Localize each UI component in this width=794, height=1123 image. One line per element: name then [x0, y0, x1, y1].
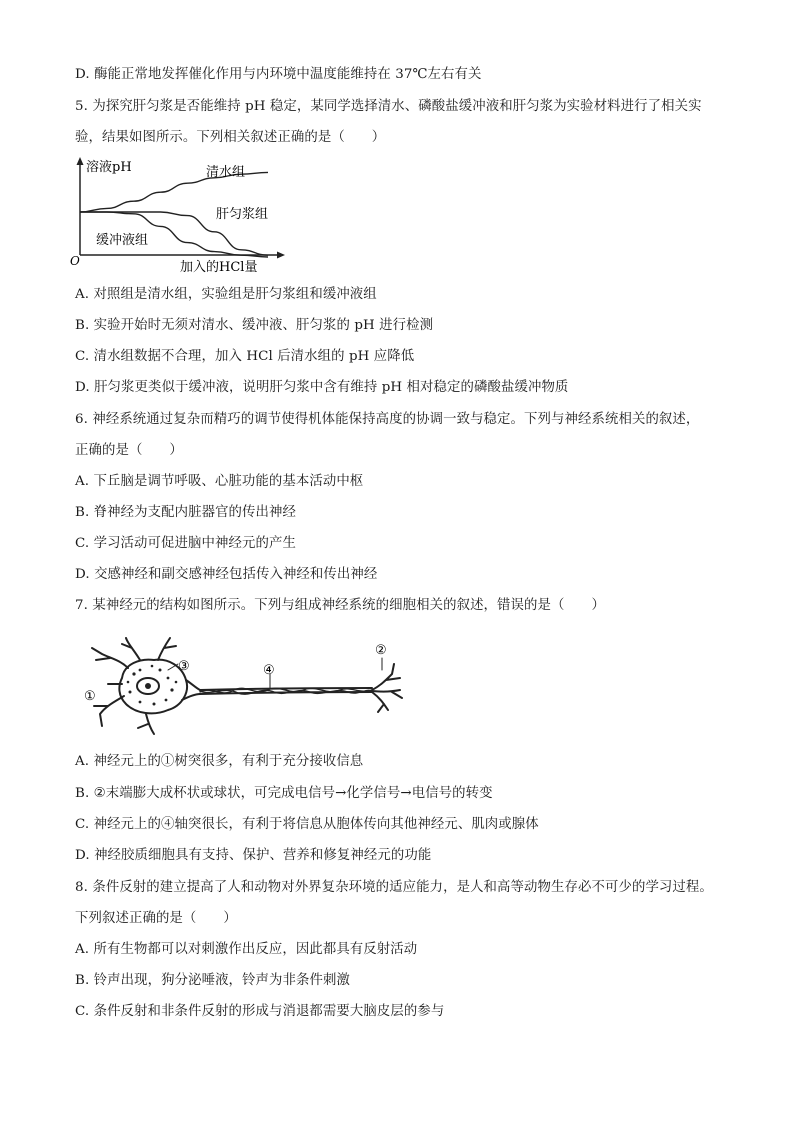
series-label-清水组: 清水组: [206, 165, 246, 180]
text-line-22: B. 铃声出现，狗分泌唾液，铃声为非条件刺激: [75, 973, 350, 988]
dendrite: [122, 638, 140, 660]
nissl-bodies: [127, 665, 178, 706]
y-axis-label: 溶液pH: [86, 160, 132, 175]
nucleolus: [145, 683, 151, 689]
text-line-2: 5. 为探究肝匀浆是否能维持 pH 稳定，某同学选择清水、磷酸盐缓冲液和肝匀浆为实验材料进行了相关实: [75, 99, 702, 114]
dendrite: [92, 648, 128, 668]
text-line-12: C. 学习活动可促进脑中神经元的产生: [75, 536, 296, 551]
series-label-肝匀浆组: 肝匀浆组: [216, 207, 269, 222]
text-line-13: D. 交感神经和副交感神经包括传入神经和传出神经: [75, 567, 378, 582]
text-line-14: 7. 某神经元的结构如图所示。下列与组成神经系统的细胞相关的叙述，错误的是（ ）: [75, 598, 605, 613]
ph-chart: [70, 155, 290, 275]
origin-label: O: [70, 254, 80, 268]
text-line-9: 正确的是（ ）: [75, 443, 183, 458]
text-line-16: B. ②末端膨大成杯状或球状，可完成电信号→化学信号→电信号的转变: [75, 786, 493, 801]
text-line-15: A. 神经元上的①树突很多，有利于充分接收信息: [75, 754, 364, 769]
x-axis-arrow: [277, 252, 285, 259]
text-line-7: D. 肝匀浆更类似于缓冲液，说明肝匀浆中含有维持 pH 相对稳定的磷酸盐缓冲物质: [75, 380, 569, 395]
label-2: ②: [375, 643, 387, 658]
dendrite: [158, 638, 176, 660]
text-line-1: D. 酶能正常地发挥催化作用与内环境中温度能维持在 37℃左右有关: [75, 67, 482, 82]
text-line-20: 下列叙述正确的是（ ）: [75, 911, 237, 926]
text-line-8: 6. 神经系统通过复杂而精巧的调节使得机体能保持高度的协调一致与稳定。下列与神经系统相关的叙述，: [75, 412, 700, 427]
axon-terminal: [372, 664, 400, 690]
text-line-18: D. 神经胶质细胞具有支持、保护、营养和修复神经元的功能: [75, 848, 432, 863]
text-line-19: 8. 条件反射的建立提高了人和动物对外界复杂环境的适应能力，是人和高等动物生存必不可少的学习过程。: [75, 880, 713, 895]
x-axis-label: 加入的HCl量: [180, 260, 258, 275]
dendrite: [94, 696, 124, 726]
cell-body: [119, 660, 187, 714]
text-line-4: A. 对照组是清水组，实验组是肝匀浆组和缓冲液组: [75, 287, 377, 302]
text-line-23: C. 条件反射和非条件反射的形成与消退都需要大脑皮层的参与: [75, 1004, 445, 1019]
text-line-10: A. 下丘脑是调节呼吸、心脏功能的基本活动中枢: [75, 474, 364, 489]
dendrite: [138, 714, 154, 734]
neuron-diagram: [82, 636, 412, 736]
label-4: ④: [263, 663, 275, 678]
text-line-3: 验，结果如图所示。下列相关叙述正确的是（ ）: [75, 130, 386, 145]
text-line-21: A. 所有生物都可以对刺激作出反应，因此都具有反射活动: [75, 942, 418, 957]
series-label-缓冲液组: 缓冲液组: [96, 233, 149, 248]
text-line-17: C. 神经元上的④轴突很长，有利于将信息从胞体传向其他神经元、肌肉或腺体: [75, 817, 539, 832]
text-line-5: B. 实验开始时无须对清水、缓冲液、肝匀浆的 pH 进行检测: [75, 318, 434, 333]
y-axis-arrow: [77, 157, 84, 165]
axon-terminal: [372, 692, 388, 712]
text-line-11: B. 脊神经为支配内脏器官的传出神经: [75, 505, 297, 520]
label-1: ①: [84, 689, 96, 704]
label-3: ③: [178, 659, 190, 674]
text-line-6: C. 清水组数据不合理，加入 HCl 后清水组的 pH 应降低: [75, 349, 415, 364]
